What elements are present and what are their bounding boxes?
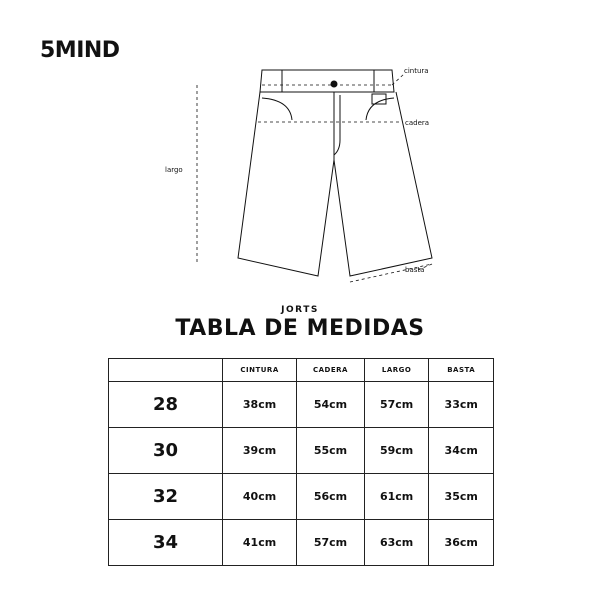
table-row <box>109 382 494 428</box>
cadera-cell: 55cm <box>297 428 365 474</box>
basta-cell: 36cm <box>429 520 494 566</box>
cadera-cell: 57cm <box>297 520 365 566</box>
largo-cell: 61cm <box>364 474 429 520</box>
largo-cell: 59cm <box>364 428 429 474</box>
basta-cell: 33cm <box>429 382 494 428</box>
header-blank <box>109 359 223 382</box>
table-row <box>109 520 494 566</box>
button-icon <box>331 81 338 88</box>
cadera-cell: 56cm <box>297 474 365 520</box>
cadera-cell: 54cm <box>297 382 365 428</box>
size-cell: 28 <box>109 382 223 428</box>
cintura-cell: 40cm <box>223 474 297 520</box>
product-subtitle: JORTS <box>281 305 319 315</box>
table-row <box>109 428 494 474</box>
label-cintura: cintura <box>404 67 429 75</box>
page-title: TABLA DE MEDIDAS <box>175 316 425 341</box>
basta-cell: 35cm <box>429 474 494 520</box>
size-table <box>108 358 494 566</box>
measurement-lines <box>197 74 432 282</box>
header-largo: LARGO <box>364 359 429 382</box>
table-header-row <box>109 359 494 382</box>
label-largo: largo <box>165 166 183 174</box>
basta-cell: 34cm <box>429 428 494 474</box>
table-row <box>109 474 494 520</box>
header-cadera: CADERA <box>297 359 365 382</box>
largo-cell: 63cm <box>364 520 429 566</box>
cintura-cell: 41cm <box>223 520 297 566</box>
shorts-outline <box>238 70 432 276</box>
size-cell: 32 <box>109 474 223 520</box>
size-cell: 30 <box>109 428 223 474</box>
brand-logo: 5MIND <box>40 38 120 63</box>
size-cell: 34 <box>109 520 223 566</box>
label-basta: basta <box>405 266 425 274</box>
cintura-cell: 38cm <box>223 382 297 428</box>
header-cintura: CINTURA <box>223 359 297 382</box>
cintura-cell: 39cm <box>223 428 297 474</box>
label-cadera: cadera <box>405 119 430 127</box>
largo-cell: 57cm <box>364 382 429 428</box>
header-basta: BASTA <box>429 359 494 382</box>
